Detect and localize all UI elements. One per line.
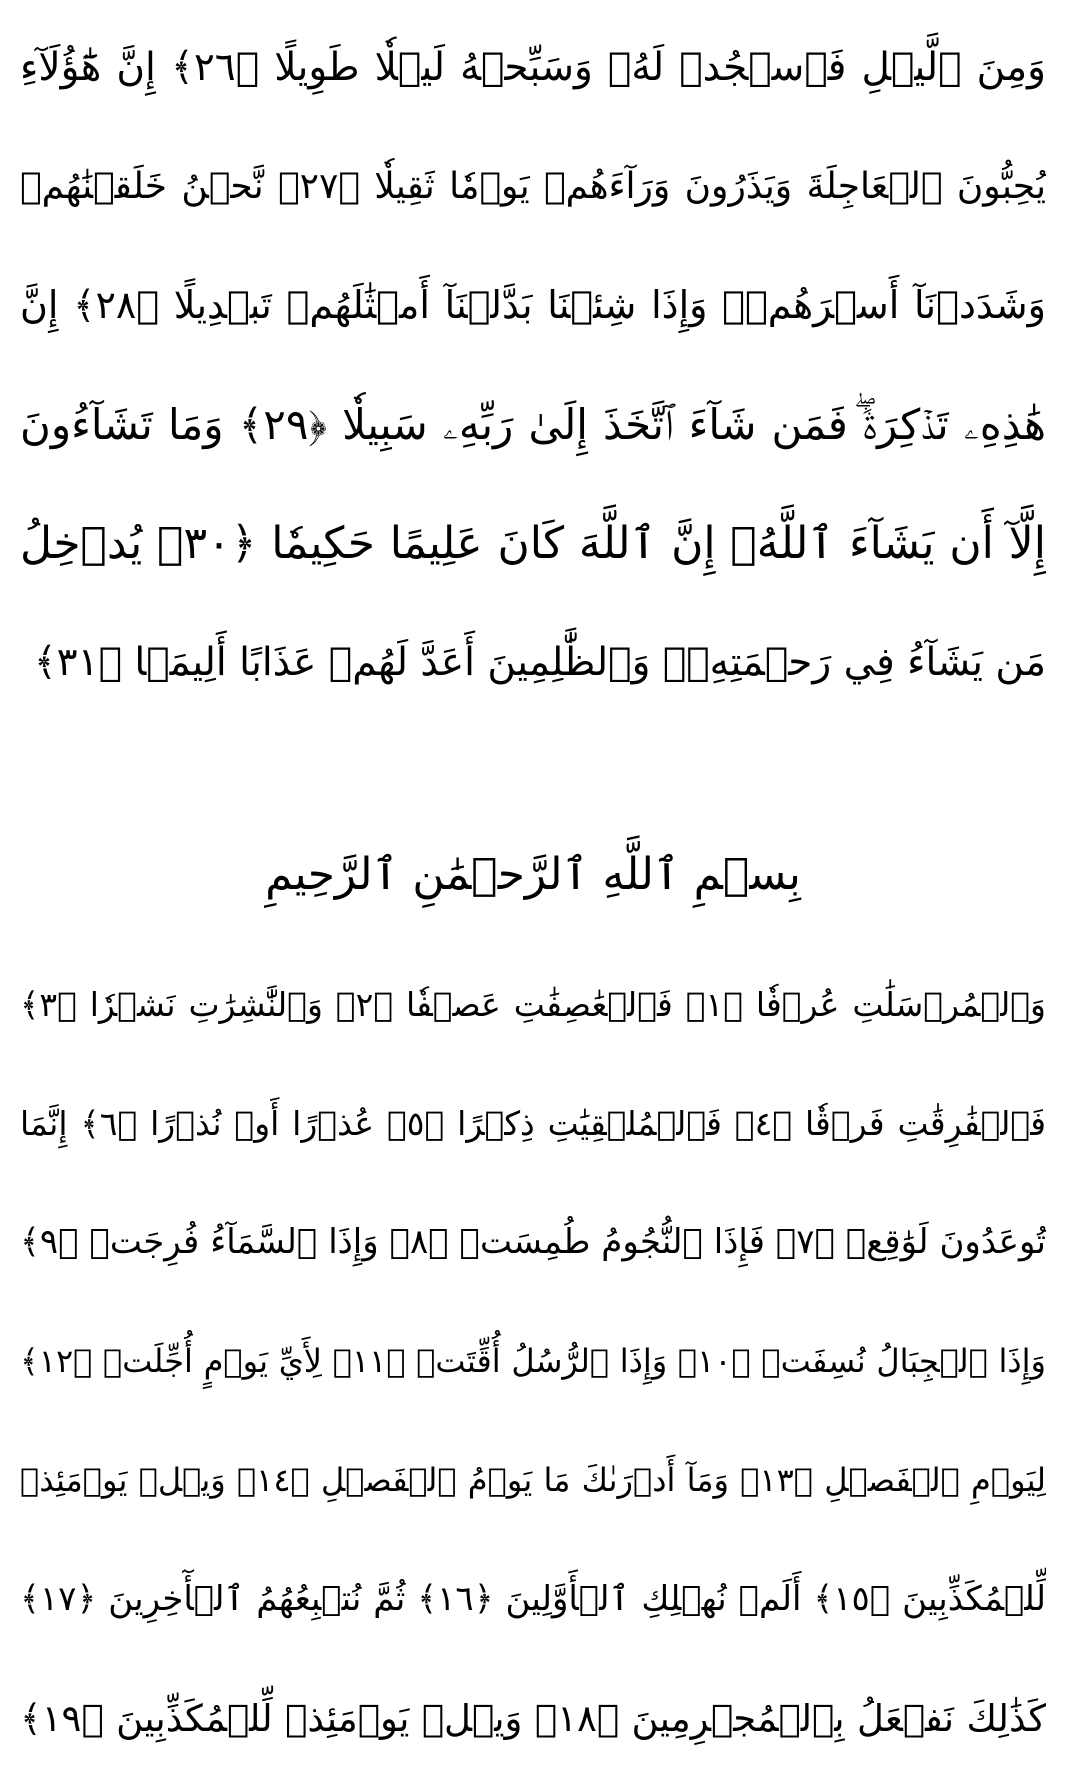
verse-line: فَٱلۡفَٰرِقَٰتِ فَرۡقٗا ﴿٤﴾ فَٱلۡمُلۡقِيَٰتِ ذِكۡرًا ﴿٥﴾ عُذۡرًا أَوۡ نُذۡرًا ﴿٦﴾ إِنَّمَا: [20, 1104, 1046, 1143]
surah-al-mursalat-beginning: [20, 945, 1046, 1778]
basmala: بِسۡمِ ٱللَّهِ ٱلرَّحۡمَٰنِ ٱلرَّحِيمِ: [265, 849, 801, 900]
verse-line: هَٰذِهِۦ تَذۡكِرَةٞۖ فَمَن شَآءَ ٱتَّخَذَ إِلَىٰ رَبِّهِۦ سَبِيلٗا ﴿٢٩﴾ وَمَا تَشَآءُونَ: [20, 400, 1046, 449]
verse-line: يُحِبُّونَ ٱلۡعَاجِلَةَ وَيَذَرُونَ وَرَآءَهُمۡ يَوۡمٗا ثَقِيلٗا ﴿٢٧﴾ نَّحۡنُ خَلَقۡنَٰهُمۡ: [20, 166, 1046, 207]
verse-line: كَذَٰلِكَ نَفۡعَلُ بِٱلۡمُجۡرِمِينَ ﴿١٨﴾ وَيۡلٞ يَوۡمَئِذٖ لِّلۡمُكَذِّبِينَ ﴿١٩﴾: [20, 1697, 1046, 1740]
verse-line: وَإِذَا ٱلۡجِبَالُ نُسِفَتۡ ﴿١٠﴾ وَإِذَا ٱلرُّسُلُ أُقِّتَتۡ ﴿١١﴾ لِأَيِّ يَوۡمٍ أُجِّلَتۡ ﴿١٢﴾: [20, 1342, 1046, 1380]
verse-line: وَٱلۡمُرۡسَلَٰتِ عُرۡفٗا ﴿١﴾ فَٱلۡعَٰصِفَٰتِ عَصۡفٗا ﴿٢﴾ وَٱلنَّٰشِرَٰتِ نَشۡرٗا ﴿٣﴾: [20, 985, 1046, 1024]
verse-line: وَشَدَدۡنَآ أَسۡرَهُمۡۖ وَإِذَا شِئۡنَا بَدَّلۡنَآ أَمۡثَٰلَهُمۡ تَبۡدِيلًا ﴿٢٨﴾ إِنَّ: [20, 283, 1046, 327]
verse-line: لِيَوۡمِ ٱلۡفَصۡلِ ﴿١٣﴾ وَمَآ أَدۡرَىٰكَ مَا يَوۡمُ ٱلۡفَصۡلِ ﴿١٤﴾ وَيۡلٞ يَوۡمَئِذٖ: [20, 1461, 1046, 1499]
verse-line: وَمِنَ ٱلَّيۡلِ فَٱسۡجُدۡ لَهُۥ وَسَبِّحۡهُ لَيۡلٗا طَوِيلًا ﴿٢٦﴾ إِنَّ هَٰٓؤُلَآءِ: [20, 45, 1046, 90]
surah-al-insan-ending: [20, 8, 1046, 722]
verse-line: تُوعَدُونَ لَوَٰقِعٞ ﴿٧﴾ فَإِذَا ٱلنُّجُومُ طُمِسَتۡ ﴿٨﴾ وَإِذَا ٱلسَّمَآءُ فُرِجَتۡ ﴿٩﴾: [20, 1222, 1046, 1262]
verse-line: إِلَّآ أَن يَشَآءَ ٱللَّهُۚ إِنَّ ٱللَّهَ كَانَ عَلِيمًا حَكِيمٗا ﴿٣٠﴾ يُدۡخِلُ: [20, 518, 1046, 569]
verse-line: لِّلۡمُكَذِّبِينَ ﴿١٥﴾ أَلَمۡ نُهۡلِكِ ٱلۡأَوَّلِينَ ﴿١٦﴾ ثُمَّ نُتۡبِعُهُمُ ٱلۡأٓخِرِينَ ﴿١٧﴾: [20, 1579, 1046, 1619]
verse-line: مَن يَشَآءُ فِي رَحۡمَتِهِۦۚ وَٱلظَّٰلِمِينَ أَعَدَّ لَهُمۡ عَذَابًا أَلِيمَۢا ﴿٣١﴾: [33, 640, 1046, 685]
